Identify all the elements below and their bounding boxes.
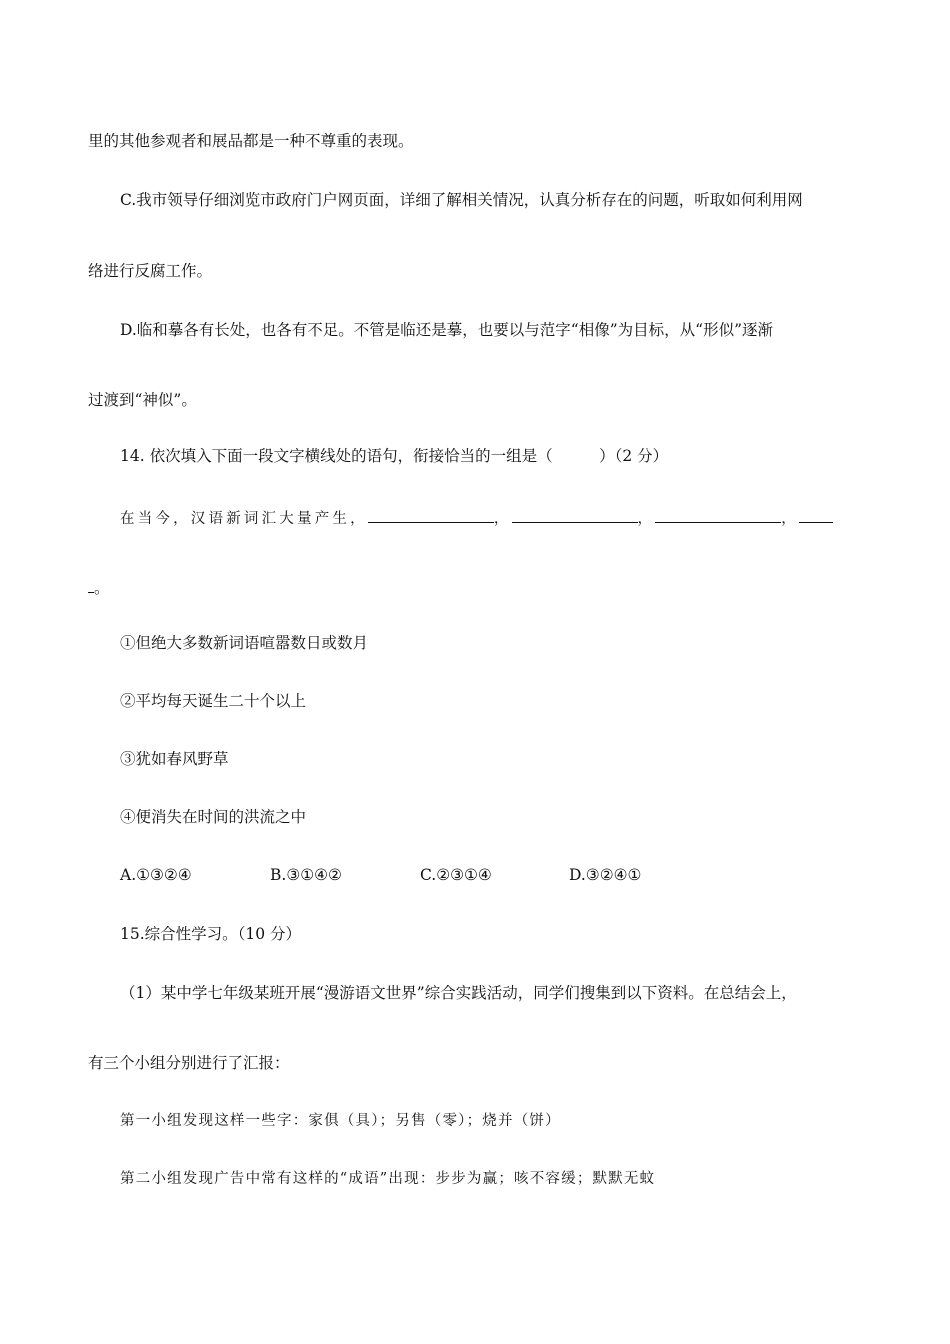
comma-2: ， [637,511,656,527]
comma-3: ， [781,511,799,527]
fill-blank-3 [655,508,781,523]
fill-blank-4 [799,508,833,523]
option-c-line: C.我市领导仔细浏览市政府门户网页面，详细了解相关情况，认真分析存在的问题，听取如何利用网 [120,191,803,209]
option-c-continuation: 络进行反腐工作。 [88,262,213,280]
question-15: 15.综合性学习。（10 分） [120,925,302,943]
text-line: 里的其他参观者和展品都是一种不尊重的表现。 [88,132,414,150]
question-14: 14. 依次填入下面一段文字横线处的语句，衔接恰当的一组是（ ）（2 分） [120,447,669,465]
sentence-4: ④便消失在时间的洪流之中 [120,808,307,826]
fill-blank-2 [512,508,638,523]
group-2-report: 第二小组发现广告中常有这样的“成语”出现：步步为赢；咳不容缓；默默无蚊 [120,1171,656,1187]
option-d-line: D.临和摹各有长处，也各有不足。不管是临还是摹，也要以与范字“相像”为目标，从“形似”逐渐 [120,321,774,339]
comma-1: ， [493,511,512,527]
question-15-part-1: （1）某中学七年级某班开展“漫游语文世界”综合实践活动，同学们搜集到以下资料。在总结会上， [120,984,797,1002]
question-15-part-1-continuation: 有三个小组分别进行了汇报： [88,1054,290,1072]
sentence-2: ②平均每天诞生二十个以上 [120,692,307,710]
sentence-3: ③犹如春风野草 [120,750,229,768]
period: 。 [94,579,110,597]
option-d-continuation: 过渡到“神似”。 [88,391,197,409]
question-14-passage [120,508,833,529]
sentence-1: ①但绝大多数新词语喧嚣数日或数月 [120,634,369,652]
answer-option-c: C.②③①④ [420,866,492,884]
group-1-report: 第一小组发现这样一些字：家俱（具）；另售（零）；烧并（饼） [120,1113,561,1129]
fill-blank-1 [368,508,494,523]
answer-option-b: B.③①④② [270,866,342,884]
answer-option-d: D.③②④① [569,866,642,884]
answer-option-a: A.①③②④ [120,866,192,884]
passage-lead: 在当今，汉语新词汇大量产生， [120,511,368,527]
question-14-passage-end [88,578,110,598]
